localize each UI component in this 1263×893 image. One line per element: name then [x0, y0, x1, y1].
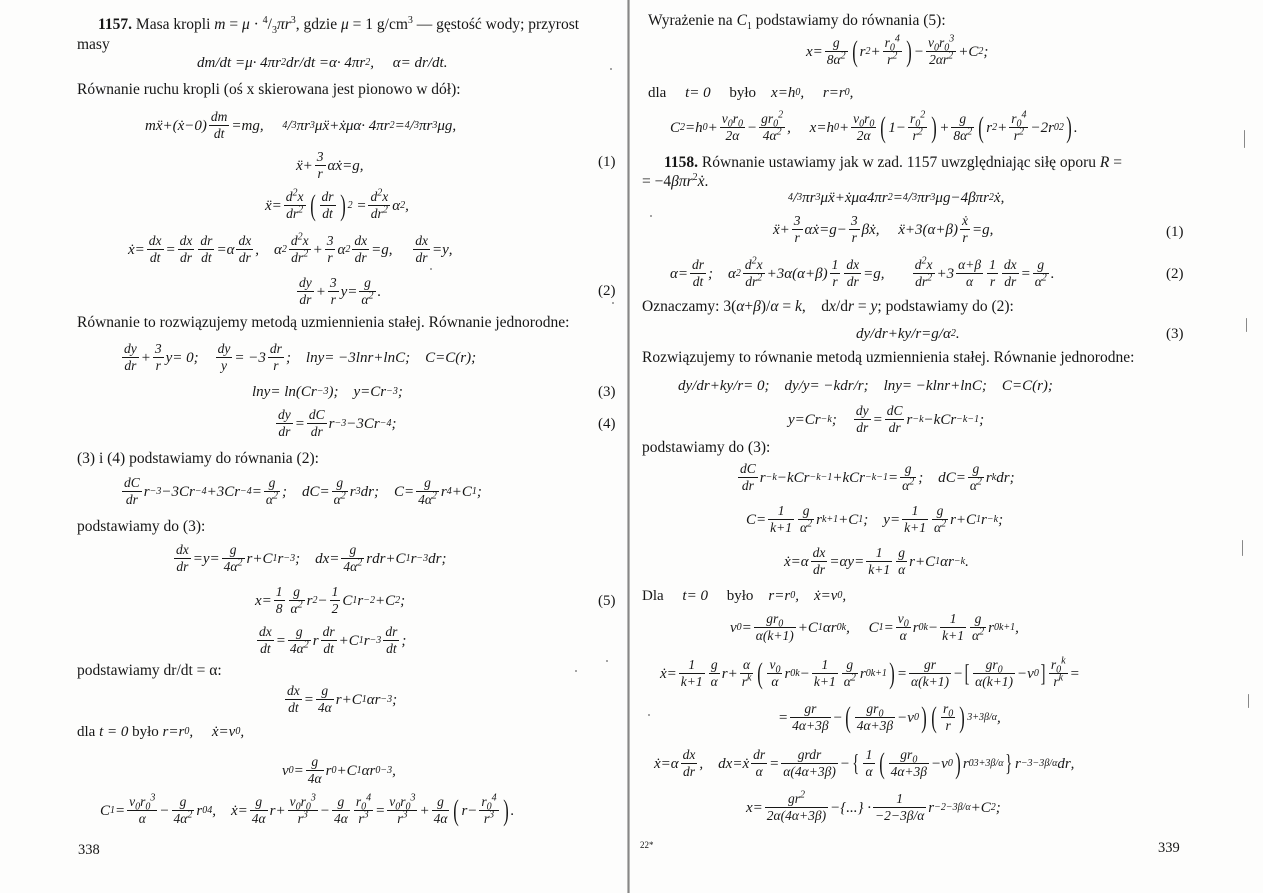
- eq-dxdr: dx dr = y = g $4\alpha^2$ r + C 1 r −3 ; d x = g $4\alpha^2$ r d r + C 1 r −3 d r ;: [176, 542, 447, 574]
- eq-dxdt-alpha: dx dt = g 4α r + C 1 αr −3 ;: [287, 683, 398, 715]
- eq-tag-1: (1): [598, 154, 616, 170]
- substitute-text: (3) i (4) podstawiamy do równania (2):: [77, 450, 319, 467]
- eq-c-right: C = 1 k+1 g $\alpha^2$ r k+1 + C 1 ; y = 1 k+1 g $\alpha^2$ r + C 1 r −k ;: [746, 503, 1004, 535]
- eq-c2: C 2 = h 0 + $v_0r_0$ 2α − $gr_0^2$ $4\alpha^2$ , x = h 0 + $v_0r_0$ 2α ( 1− $r_0^2$ $r^2$ ) + g $8\alpha^2$ ( r 2 + $r_0^4$ $r^2$ −2 r 0 2 ) .: [670, 109, 1078, 144]
- problem-number: 1157.: [98, 16, 133, 33]
- left-page: [0, 0, 628, 893]
- expression-text: Wyrażenie na $C_1$ podstawiamy do równania (5):: [648, 12, 946, 33]
- eq-tag-4: (4): [598, 416, 616, 432]
- page-number-right: 339: [1158, 840, 1180, 856]
- substitute-3-text-right: podstawiamy do (3):: [642, 439, 771, 456]
- problem-1158-intro: 1158. Równanie ustawiamy jak w zad. 1157 uwzględniając siłę oporu R =: [664, 154, 1123, 171]
- denote-text: Oznaczamy: 3(α+β)/α = k, dx/dr = y; podstawiamy do (2):: [642, 298, 1014, 315]
- eq-dx-right: ẋ = α dx dr , d x = ẋ dr α = grdr α(4α+3β) − { 1 α ( $gr_0$ 4α+3β − v 0 ) r 0 3+3β/α } r −3−3β/α d r ,: [654, 746, 1075, 780]
- eq-3: ln y = ln( Cr −3 ); y = Cr −3 ;: [252, 384, 403, 400]
- eq-v0: v 0 = g 4α r 0 + C 1 αr 0 −3 ,: [282, 754, 396, 786]
- eq-homogeneous: dy dr + 3 r y = 0; dy y = −3 dr r ; ln y = −3ln r +ln C ; C = C ( r );: [124, 341, 477, 373]
- initial-condition-b-right: Dla t = 0 było r = r 0 , ẋ = v 0 ,: [642, 588, 847, 604]
- problem-1157-intro: 1157. Masa kropli $m = \mu \cdot ^4/_3\pi r^3$, gdzie μ = 1 $g/cm^3$ — gęstość wody; przyrost: [98, 14, 580, 37]
- problem-number-1158: 1158.: [664, 154, 699, 171]
- eq-1: ẍ + 3 r αẋ = g ,: [296, 149, 364, 181]
- eq-4: dy dr = dC dr r −3 −3 Cr −4 ;: [278, 407, 397, 439]
- eq-velocity-right: ẋ = α dx dr = αy = 1 k+1 g α r + C 1 αr −k .: [784, 545, 969, 577]
- eq-2: dy dr + 3 r y = g $\alpha^2$ .: [299, 275, 382, 307]
- eq-v0-right: v 0 = $gr_0$ α(k+1) + C 1 αr 0 k , C 1 = $v_0$ α r 0 k − 1 k+1 g $\alpha^2$ r 0 k+1 ,: [730, 611, 1019, 643]
- eq-tag-1-right: (1): [1166, 224, 1184, 240]
- substitute-drdt-text: podstawiamy dr/dt = α:: [77, 662, 222, 679]
- initial-condition-text-right: dla t = 0 było x = h 0 , r = r 0 ,: [648, 85, 854, 101]
- eq-constant-right: dC dr r −k − kCr −k−1 + kCr −k−1 = g $\alpha^2$ ; d C = g $\alpha^2$ r k d r ;: [740, 461, 1015, 493]
- signature-mark: 22*: [640, 840, 654, 850]
- solve-text: Rozwiązujemy to równanie metodą uzmiennienia stałej. Równanie jednorodne:: [642, 349, 1135, 366]
- eq-constant: dC dr r −3 −3 Cr −4 +3 Cr −4 = g $\alpha^2$ ; d C = g $\alpha^2$ r 3 d r ; C = g $4\alpha^2$ r 4 + C 1 ;: [124, 475, 482, 507]
- eq-mass: d m /d t = μ · 4 πr 2 d r /d t = α · 4 πr 2 , α = d r /d t .: [197, 55, 448, 71]
- eq-c1-velocity: C 1 = $v_0r_0^3$ α − g $4\alpha^2$ r 0 4 , ẋ = g 4α r + $v_0r_0^3$ $r^3$ − g 4α $r_0^4$ $r^3$ = $v_0r_0^3$ $r^3$ + g 4α ( r − $r_0^4$ $r^3$ ) .: [100, 792, 515, 827]
- eq-velocity-full-right: ẋ = 1 k+1 g α r + α $r^k$ ( $v_0$ α r 0 k − 1 k+1 g $\alpha^2$ r 0 k+1 ) = gr α(k+1) − [ $gr_0$ α(k+1) − v 0 ] $r_0^k$ $r^k$ =: [660, 655, 1080, 690]
- eq-homogeneous-right: d y /d r + ky / r = 0; d y / y = − k d r / r ; ln y = − k ln r +ln C ; C = C ( r );: [678, 378, 1053, 394]
- eq-motion: mẍ +( ẋ −0) dm dt = mg , 4 / 3 πr 3 μẍ + ẋμα · 4 πr 2 = 4 / 3 πr 3 μg ,: [145, 109, 457, 141]
- substitute-3-text: podstawiamy do (3):: [77, 518, 206, 535]
- method-text: Równanie to rozwiązujemy metodą uzmiennienia stałej. Równanie jednorodne:: [77, 314, 570, 331]
- intro-continuation: masy: [77, 36, 110, 53]
- eq-tag-2: (2): [598, 283, 616, 299]
- eq-tag-5: (5): [598, 593, 616, 609]
- motion-equation-text: Równanie ruchu kropli (oś x skierowana jest pionowo w dół):: [77, 81, 461, 98]
- eq-motion-resistance: 4 / 3 πr 3 μẍ + ẋμα 4 πr 2 = 4 / 3 πr 3 μg −4 βπr 2 ẋ ,: [788, 190, 1005, 206]
- page-number-left: 338: [78, 842, 100, 858]
- eq-x-final-right: x = $gr^2$ 2α(4α+3β) −{...} · 1 −2−3β/α r −2−3β/α + C 2 ;: [746, 789, 1001, 823]
- eq-1-right: ẍ + 3 r αẋ = g − 3 r βẋ , ẍ +3( α + β ) ẋ r = g ,: [773, 213, 994, 245]
- eq-dxdt: dx dt = g $4\alpha^2$ r dr dt + C 1 r −3 dr dt ;: [259, 624, 407, 656]
- eq-2-right: α = dr dt ; α 2 $d^2x$ $dr^2$ +3 α ( α + β ) 1 r dx dr = g , $d^2x$ $dr^2$ +3 α+β α 1 r dx dr = g $\alpha^2$ .: [670, 255, 1055, 289]
- eq-3-right: d y /d r + ky / r = g / α 2 .: [856, 326, 960, 342]
- eq-velocity-final-right: = gr 4α+3β − ( $gr_0$ 4α+3β − v 0 ) ( $r_0$ r ) 3+3β/α ,: [778, 700, 1001, 734]
- eq-first-derivative: ẋ = dx dt = dx dr dr dt = α dx dr , α 2 $d^2x$ $dr^2$ + 3 r α 2 dx dr = g , dx dr = y ,: [128, 231, 453, 265]
- eq-tag-2-right: (2): [1166, 266, 1184, 282]
- eq-second-derivative: ẍ = $d^2x$ $dr^2$ ( dr dt ) 2 = $d^2x$ $dr^2$ α 2 ,: [265, 187, 409, 222]
- eq-5: x = 1 8 g $\alpha^2$ r 2 − 1 2 C 1 r −2 + C 2 ;: [255, 584, 406, 616]
- intro-continuation-right: = −4βπr$^2$ẋ.: [642, 171, 709, 190]
- eq-y-right: y = Cr −k ; dy dr = dC dr r −k − kCr −k−1 ;: [788, 403, 985, 435]
- right-page: [630, 0, 1263, 893]
- eq-tag-3-right: (3): [1166, 326, 1184, 342]
- eq-tag-3: (3): [598, 384, 616, 400]
- initial-condition-text: dla t = 0 było r = r 0 , ẋ = v 0 ,: [77, 724, 245, 740]
- eq-x-solution: x = g $8\alpha^2$ ( r 2 + $r_0^4$ $r^2$ ) − $v_0r_0^3$ $2\alpha r^2$ + C 2 ;: [806, 33, 989, 68]
